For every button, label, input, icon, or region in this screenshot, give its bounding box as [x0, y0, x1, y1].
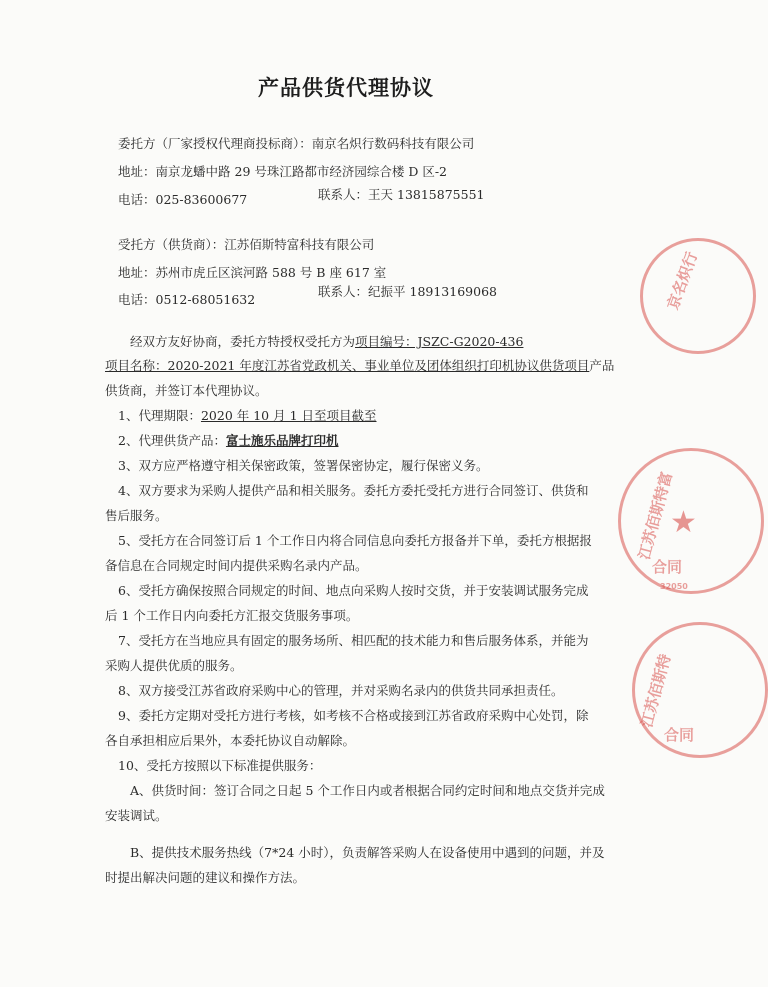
item-3: 3、双方应严格遵守相关保密政策，签署保密协定，履行保密义务。: [118, 458, 489, 473]
item-7-line-2: 采购人提供优质的服务。: [105, 658, 243, 673]
party-b-phone-label: 电话：: [118, 292, 156, 307]
party-a-address-label: 地址：: [118, 164, 156, 179]
seal-stamp-1-text: 京名炽行: [663, 249, 702, 312]
seal-star-icon: ★: [670, 505, 697, 540]
item-a-line-2: 安装调试。: [105, 808, 168, 823]
party-a-contact-line: [318, 187, 484, 203]
item-4-line-2: 售后服务。: [105, 508, 168, 523]
intro-text-2: 产品: [589, 358, 615, 373]
party-a-address: 南京龙蟠中路 29 号珠江路都市经济园综合楼 D 区-2: [155, 164, 448, 179]
party-b-line: [118, 237, 374, 253]
intro-text: 经双方友好协商，委托方特授权受托方为: [130, 334, 356, 349]
party-b-label: 受托方（供货商）：: [118, 237, 225, 252]
item-1: [118, 408, 377, 424]
seal-stamp-3-subtext: 合同: [664, 726, 695, 744]
party-a-contact: 王天 13815875551: [368, 187, 485, 202]
seal-stamp-2-subtext: 合同: [652, 558, 683, 576]
agency-product: 富士施乐品牌打印机: [225, 433, 339, 448]
item-7-line-1: 7、受托方在当地应具有固定的服务场所、相匹配的技术能力和售后服务体系，并能为: [118, 633, 589, 648]
item-5-line-1: 5、受托方在合同签订后 1 个工作日内将合同信息向委托方报备并下单，委托方根据报: [118, 533, 592, 548]
item-b-line-2: 时提出解决问题的建议和操作方法。: [105, 870, 306, 885]
item-9-line-1: 9、委托方定期对受托方进行考核，如考核不合格或接到江苏省政府采购中心处罚，除: [118, 708, 589, 723]
document-title: 产品供货代理协议: [258, 76, 434, 100]
seal-stamp-2-text: 江苏佰斯特富: [635, 469, 676, 562]
item-5-line-2: 备信息在合同规定时间内提供采购名录内产品。: [105, 558, 368, 573]
item-a-line-1: A、供货时间：签订合同之日起 5 个工作日内或者根据合同约定时间和地点交货并完成: [130, 783, 605, 798]
party-a-phone-line: [118, 192, 247, 208]
party-b-contact-line: [318, 284, 497, 300]
party-b-phone-line: [118, 292, 255, 308]
seal-stamp-2-code: 32050: [660, 582, 688, 591]
party-a-contact-label: 联系人：: [318, 187, 369, 202]
intro-line-3: 供货商，并签订本代理协议。: [105, 383, 268, 398]
item-2: [118, 433, 338, 449]
item-1-label: 1、代理期限：: [118, 408, 201, 423]
party-b-contact: 纪振平 18913169068: [368, 284, 497, 299]
item-6-line-1: 6、受托方确保按照合同规定的时间、地点向采购人按时交货，并于安装调试服务完成: [118, 583, 589, 598]
party-b-contact-label: 联系人：: [318, 284, 369, 299]
agency-period: 2020 年 10 月 1 日至项目截至: [200, 408, 377, 423]
item-10: 10、受托方按照以下标准提供服务：: [118, 758, 322, 773]
intro-line-2: [105, 358, 614, 374]
party-a-phone-label: 电话：: [118, 192, 156, 207]
party-a-phone: 025-83600677: [155, 192, 248, 207]
item-4-line-1: 4、双方要求为采购人提供产品和相关服务。委托方委托受托方进行合同签订、供货和: [118, 483, 589, 498]
party-b-address: 苏州市虎丘区滨河路 588 号 B 座 617 室: [155, 265, 387, 280]
project-name: 项目名称：2020-2021 年度江苏省党政机关、事业单位及团体组织打印机协议供货项目: [105, 358, 590, 373]
item-b-line-1: B、提供技术服务热线（7*24 小时），负责解答采购人在设备使用中遇到的问题，并及: [130, 845, 605, 860]
party-a-address-line: [118, 164, 447, 180]
item-6-line-2: 后 1 个工作日内向委托方汇报交货服务事项。: [105, 608, 359, 623]
item-9-line-2: 各自承担相应后果外，本委托协议自动解除。: [105, 733, 356, 748]
party-b-address-line: [118, 265, 386, 281]
item-8: 8、双方接受江苏省政府采购中心的管理，并对采购名录内的供货共同承担责任。: [118, 683, 564, 698]
party-b-name: 江苏佰斯特富科技有限公司: [224, 237, 375, 252]
party-a-line: [118, 136, 474, 152]
project-number: 项目编号：JSZC-G2020-436: [355, 334, 524, 349]
intro-line-1: [130, 334, 523, 350]
seal-stamp-3-text: 江苏佰斯特: [637, 652, 675, 730]
party-b-address-label: 地址：: [118, 265, 156, 280]
party-a-name: 南京名炽行数码科技有限公司: [311, 136, 475, 151]
party-b-phone: 0512-68051632: [155, 292, 256, 307]
party-a-label: 委托方（厂家授权代理商投标商）：: [118, 136, 312, 151]
item-2-label: 2、代理供货产品：: [118, 433, 226, 448]
